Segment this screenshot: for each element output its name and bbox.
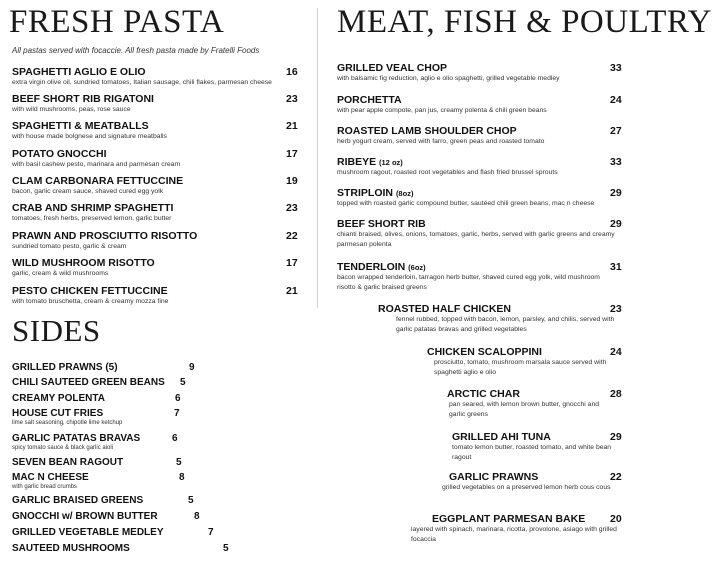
side-name: CREAMY POLENTA: [12, 393, 105, 404]
item-name: ROASTED HALF CHICKEN: [378, 303, 511, 315]
side-name: GARLIC BRAISED GREENS: [12, 495, 144, 506]
item-price: 21: [286, 120, 298, 132]
item-name-text: TENDERLOIN: [337, 261, 406, 273]
item-name: WILD MUSHROOM RISOTTO: [12, 257, 155, 269]
item-description: bacon, garlic cream sauce, shaved cured egg yolk: [12, 188, 164, 195]
side-name: CHILI SAUTEED GREEN BEANS: [12, 377, 165, 388]
item-price: 29: [610, 187, 622, 199]
item-size: (6oz): [408, 263, 426, 272]
item-description: chianti braised, olives, onions, tomatoes, garlic, herbs, served with garlic greens and creamy parmesan polenta: [337, 231, 615, 248]
side-price: 8: [194, 511, 200, 522]
side-name: GRILLED PRAWNS (5): [12, 362, 118, 373]
item-name: SPAGHETTI & MEATBALLS: [12, 120, 149, 132]
item-name: CHICKEN SCALOPPINI: [427, 346, 542, 358]
item-price: 33: [610, 156, 622, 168]
item-price: 33: [610, 62, 622, 74]
item-description: pan seared, with lemon brown butter, gnocchi and garlic greens: [449, 401, 600, 418]
item-name: ROASTED LAMB SHOULDER CHOP: [337, 125, 517, 137]
item-description: extra virgin olive oil, sundried tomatoes, Italian sausage, chili flakes, parmesan cheese: [12, 79, 272, 86]
side-price: 5: [176, 457, 182, 468]
item-description: bacon wrapped tenderloin, tarragon herb butter, shaved cured egg yolk, wild mushroom risotto & garlic braised greens: [337, 274, 600, 291]
side-description: spicy tomato sauce & black garlic aioli: [12, 445, 114, 451]
item-description: tomato lemon butter, roasted tomato, and white bean ragout: [452, 444, 612, 461]
item-description: sundried tomato pesto, garlic & cream: [12, 243, 127, 250]
item-price: 20: [610, 513, 622, 525]
item-price: 22: [610, 471, 622, 483]
item-price: 28: [610, 388, 622, 400]
item-name: SPAGHETTI AGLIO E OLIO: [12, 66, 146, 78]
item-name: PRAWN AND PROSCIUTTO RISOTTO: [12, 230, 198, 242]
sides-heading: SIDES: [12, 313, 101, 348]
side-name: SAUTEED MUSHROOMS: [12, 543, 130, 554]
side-price: 5: [188, 495, 194, 506]
item-price: 31: [610, 261, 622, 273]
pasta-note: All pastas served with focaccie. All fresh pasta made by Fratelli Foods: [12, 46, 260, 55]
item-description: with balsamic fig reduction, aglio e olio spaghetti, grilled vegetable medley: [337, 75, 560, 82]
item-description: fennel rubbed, topped with bacon, lemon, parsley, and chilis, served with garlic patatas bravas and grilled vegetables: [396, 316, 615, 333]
item-name-text: STRIPLOIN: [337, 187, 394, 199]
side-price: 7: [174, 408, 180, 419]
item-description: mushroom ragout, roasted root vegetables and flash fried brussel sprouts: [337, 169, 558, 176]
item-price: 24: [610, 94, 622, 106]
item-price: 27: [610, 125, 622, 137]
item-name: ARCTIC CHAR: [447, 388, 520, 400]
item-size: (8oz): [395, 189, 414, 198]
item-size: (12 oz): [379, 158, 403, 167]
side-price: 5: [180, 377, 186, 388]
side-name: SEVEN BEAN RAGOUT: [12, 457, 124, 468]
item-name: PORCHETTA: [337, 94, 402, 106]
item-price: 21: [286, 285, 298, 297]
item-name: CRAB AND SHRIMP SPAGHETTI: [12, 202, 174, 214]
item-price: 17: [286, 148, 298, 160]
item-price: 23: [286, 93, 298, 105]
item-price: 17: [286, 257, 298, 269]
item-price: 29: [610, 431, 622, 443]
item-description: with basil cashew pesto, marinara and parmesan cream: [12, 161, 181, 168]
item-name: [337, 261, 426, 273]
side-description: lime salt seasoning, chipotle lime ketchup: [12, 420, 123, 426]
side-name: MAC N CHEESE: [12, 472, 89, 483]
side-name: GNOCCHI w/ BROWN BUTTER: [12, 511, 158, 522]
side-price: 7: [208, 527, 214, 538]
side-name: HOUSE CUT FRIES: [12, 408, 104, 419]
item-price: 22: [286, 230, 298, 242]
item-description: tomatoes, fresh herbs, preserved lemon, garlic butter: [12, 215, 172, 222]
item-name: POTATO GNOCCHI: [12, 148, 107, 160]
item-name: BEEF SHORT RIB: [337, 218, 426, 230]
column-divider: [317, 8, 318, 308]
side-price: 8: [179, 472, 185, 483]
item-price: 16: [286, 66, 298, 78]
item-name: [337, 187, 413, 199]
item-name: BEEF SHORT RIB RIGATONI: [12, 93, 154, 105]
item-name: GRILLED AHI TUNA: [452, 431, 551, 443]
item-name: [337, 156, 403, 168]
side-price: 9: [189, 362, 195, 373]
item-price: 29: [610, 218, 622, 230]
item-description: with house made bolgnese and signature meatballs: [12, 133, 167, 140]
item-name: GARLIC PRAWNS: [449, 471, 539, 483]
meat-fish-poultry-heading: MEAT, FISH & POULTRY: [337, 4, 712, 40]
side-name: GARLIC PATATAS BRAVAS: [12, 433, 141, 444]
side-name: GRILLED VEGETABLE MEDLEY: [12, 527, 164, 538]
item-description: grilled vegetables on a preserved lemon herb cous cous: [442, 484, 611, 491]
item-price: 19: [286, 175, 298, 187]
item-description: layered with spinach, marinara, ricotta, provolone, asiago with grilled focaccia: [411, 526, 617, 543]
side-price: 6: [172, 433, 178, 444]
item-description: with wild mushrooms, peas, rose sauce: [12, 106, 131, 113]
side-description: with garlic bread crumbs: [12, 484, 78, 490]
item-price: 24: [610, 346, 622, 358]
item-price: 23: [286, 202, 298, 214]
item-price: 23: [610, 303, 622, 315]
side-price: 6: [175, 393, 181, 404]
item-description: garlic, cream & wild mushrooms: [12, 270, 109, 277]
fresh-pasta-heading: FRESH PASTA: [9, 4, 225, 40]
item-description: with tomato bruschetta, cream & creamy mozza fine: [12, 298, 169, 305]
item-description: herb yogurt cream, served with farro, green peas and roasted tomato: [337, 138, 545, 145]
item-name: CLAM CARBONARA FETTUCCINE: [12, 175, 184, 187]
item-description: prosciutto, tomato, mushroom marsala sauce served with spaghetti aglio e olio: [434, 359, 607, 376]
side-price: 5: [223, 543, 229, 554]
item-name-text: RIBEYE: [337, 156, 377, 168]
item-name: PESTO CHICKEN FETTUCCINE: [12, 285, 168, 297]
item-name: GRILLED VEAL CHOP: [337, 62, 448, 74]
item-description: topped with roasted garlic compound butter, sautéed chili green beans, mac n cheese: [337, 200, 595, 207]
item-name: EGGPLANT PARMESAN BAKE: [432, 513, 586, 525]
item-description: with pear apple compote, pan jus, creamy polenta & chili green beans: [337, 107, 547, 114]
